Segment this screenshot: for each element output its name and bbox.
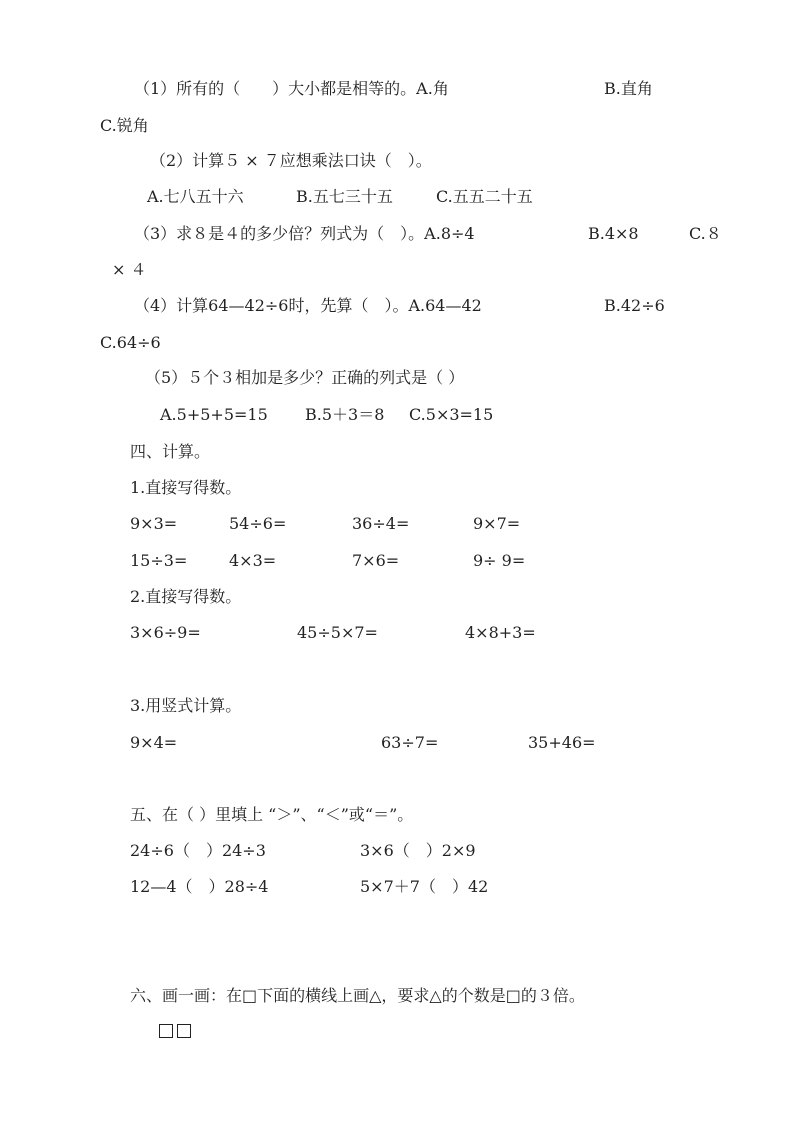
q3-option-c: C.８ xyxy=(689,224,722,243)
square-shape xyxy=(159,1024,173,1038)
calc-item: 63÷7= xyxy=(381,733,439,752)
calc-item: 9×4= xyxy=(130,733,178,752)
q2-option-b: B.五七三十五 xyxy=(296,187,393,206)
q5-option-a: A.5+5+5=15 xyxy=(160,405,268,424)
calc-item: 54÷6= xyxy=(229,514,287,533)
calc-item: 45÷5×7= xyxy=(297,623,378,642)
calc-item: 35+46= xyxy=(528,733,596,752)
section4-heading: 四、计算。 xyxy=(130,442,211,461)
q5-option-b: B.5＋3＝8 xyxy=(305,405,385,424)
section6-heading: 六、画一画：在□下面的横线上画△，要求△的个数是□的３倍。 xyxy=(130,986,585,1005)
q3-text: （3）求８是４的多少倍？列式为（ ）。A.8÷4 xyxy=(134,224,475,243)
part1-title: 1.直接写得数。 xyxy=(130,478,242,497)
compare-item: 3×6（ ）2×9 xyxy=(360,841,476,860)
q5-option-c: C.5×3=15 xyxy=(409,405,494,424)
calc-item: 4×3= xyxy=(229,551,277,570)
q4-text: （4）计算64—42÷6时，先算（ ）。A.64—42 xyxy=(134,296,482,315)
calc-item: 7×6= xyxy=(352,551,400,570)
calc-item: 9×7= xyxy=(473,514,521,533)
q2-option-a: A.七八五十六 xyxy=(147,187,244,206)
calc-item: 4×8+3= xyxy=(465,623,536,642)
q5-text: （5）５个３相加是多少？正确的列式是（ ） xyxy=(145,368,465,387)
compare-item: 24÷6（ ）24÷3 xyxy=(130,841,266,860)
q4-option-b: B.42÷6 xyxy=(604,296,665,315)
compare-item: 5×7＋7（ ）42 xyxy=(360,877,489,896)
part3-title: 3.用竖式计算。 xyxy=(130,696,242,715)
part2-title: 2.直接写得数。 xyxy=(130,587,242,606)
q3-option-b: B.4×8 xyxy=(588,224,639,243)
q1-option-b: B.直角 xyxy=(604,79,653,98)
square-shape xyxy=(177,1024,191,1038)
q3-option-c-continued: × ４ xyxy=(112,260,147,279)
section5-heading: 五、在（ ）里填上 “＞”、“＜”或“＝”。 xyxy=(130,805,414,824)
q1-option-c: C.锐角 xyxy=(100,116,149,135)
q2-option-c: C.五五二十五 xyxy=(436,187,533,206)
q1-text: （1）所有的（ ）大小都是相等的。A.角 xyxy=(134,79,449,98)
calc-item: 3×6÷9= xyxy=(130,623,201,642)
calc-item: 9×3= xyxy=(130,514,178,533)
q2-text: （2）计算５ × ７应想乘法口诀（ ）。 xyxy=(150,151,432,170)
calc-item: 9÷ 9= xyxy=(473,551,526,570)
compare-item: 12—4（ ）28÷4 xyxy=(130,877,269,896)
calc-item: 36÷4= xyxy=(352,514,410,533)
calc-item: 15÷3= xyxy=(130,551,188,570)
q4-option-c: C.64÷6 xyxy=(100,333,161,352)
